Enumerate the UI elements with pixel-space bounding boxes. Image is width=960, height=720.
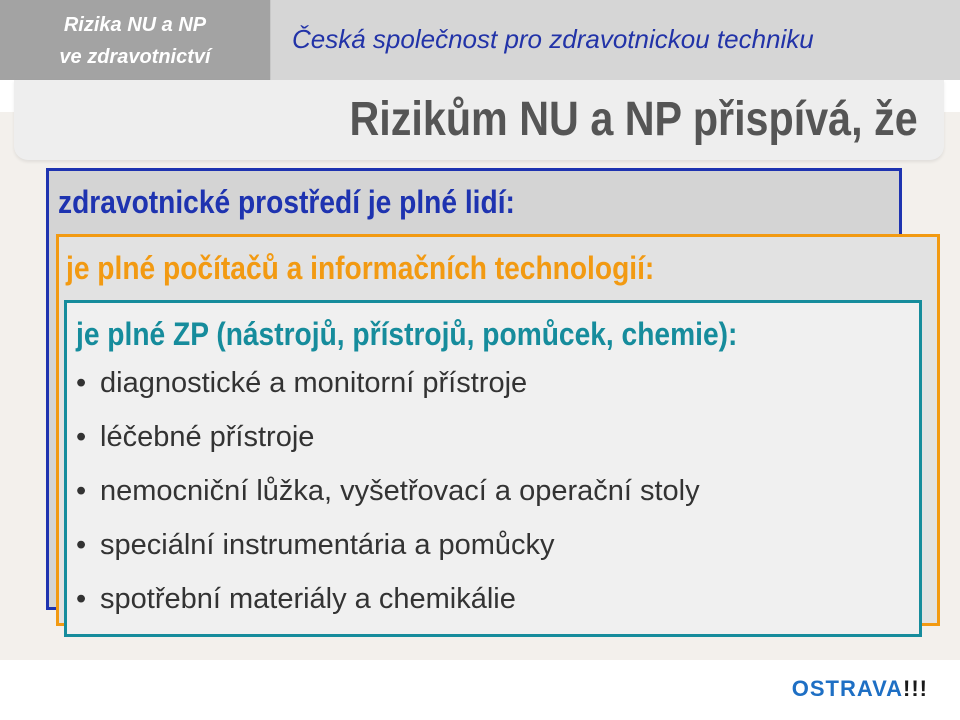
device-list xyxy=(76,367,700,637)
logo-text: OSTRAVA xyxy=(791,676,904,701)
list-item xyxy=(76,367,700,421)
society-name: Česká společnost pro zdravotnickou techniku xyxy=(292,24,814,54)
box-people-heading: zdravotnické prostředí je plné lidí: xyxy=(58,184,515,220)
bullet: • xyxy=(76,367,87,399)
bullet: • xyxy=(76,529,87,561)
box-devices-heading: je plné ZP (nástrojů, přístrojů, pomůcek, chemie): xyxy=(76,316,738,352)
corner-line-1: Rizika NU a NP xyxy=(63,14,207,36)
list-item-text: nemocniční lůžka, vyšetřovací a operační stoly xyxy=(100,475,700,507)
list-item-text: speciální instrumentária a pomůcky xyxy=(100,529,555,561)
bullet: • xyxy=(76,475,87,507)
list-item xyxy=(76,583,700,637)
corner-label xyxy=(0,0,271,80)
list-item-text: diagnostické a monitorní přístroje xyxy=(100,367,528,399)
corner-line-2: ve zdravotnictví xyxy=(59,46,211,68)
bullet: • xyxy=(76,583,87,615)
list-item xyxy=(76,475,700,529)
slide-title: Rizikům NU a NP přispívá, že xyxy=(349,93,918,146)
ostrava-logo xyxy=(792,676,928,702)
bullet: • xyxy=(76,421,87,453)
list-item xyxy=(76,529,700,583)
logo-exclamation: !!! xyxy=(903,676,928,701)
list-item-text: spotřební materiály a chemikálie xyxy=(100,583,516,615)
box-computers-heading: je plné počítačů a informačních technologií: xyxy=(66,250,655,286)
list-item xyxy=(76,421,700,475)
list-item-text: léčebné přístroje xyxy=(100,421,315,453)
